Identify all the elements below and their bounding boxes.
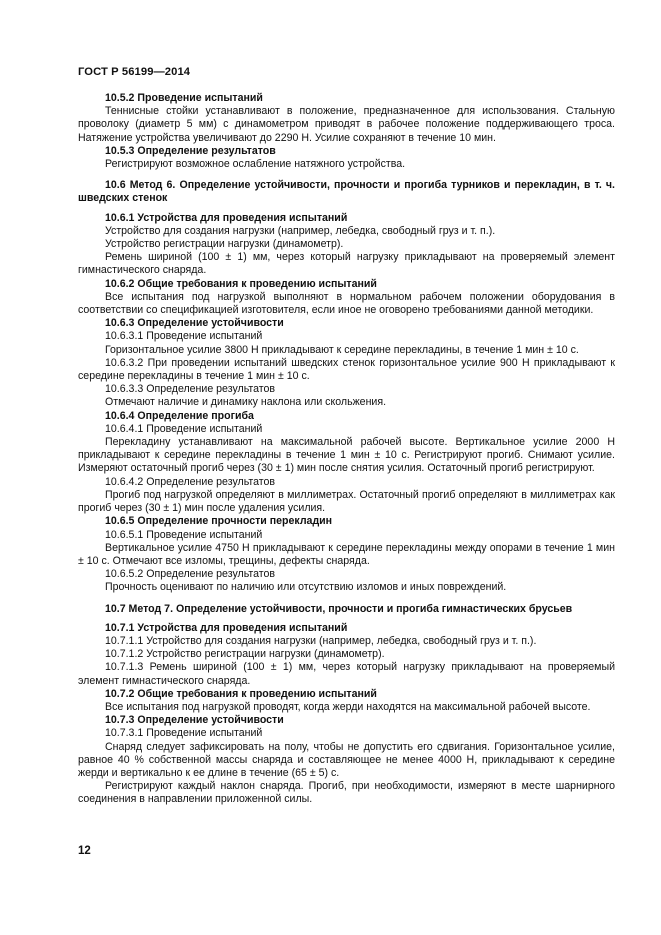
paragraph: 10.6.4.2 Определение результатов <box>105 475 276 488</box>
paragraph: 10.7.1.3 Ремень шириной (100 ± 1) мм, через который нагрузку прикладывают на проверяемый элемент гимнастического снаряда. <box>78 661 615 687</box>
paragraph: 10.6.4.1 Проведение испытаний <box>105 422 263 435</box>
paragraph: Регистрируют каждый наклон снаряда. Прогиб, при необходимости, измеряют в месте шарнирного соединения в направлении приложенной силы. <box>78 780 615 806</box>
paragraph: Отмечают наличие и динамику наклона или скольжения. <box>105 396 387 409</box>
paragraph: 10.7.3.1 Проведение испытаний <box>105 727 263 740</box>
paragraph: 10.7.1.1 Устройство для создания нагрузки (например, лебедка, свободный груз и т. п.). <box>105 634 537 647</box>
document-header: ГОСТ Р 56199—2014 <box>78 66 191 78</box>
paragraph: Горизонтальное усилие 3800 Н прикладывают к середине перекладины, в течение 1 мин ± 10 с. <box>105 343 579 356</box>
section-heading: 10.6.4 Определение прогиба <box>105 409 254 422</box>
section-heading: 10.5.2 Проведение испытаний <box>105 92 263 104</box>
section-heading: 10.5.3 Определение результатов <box>105 144 276 157</box>
section-heading: 10.7.2 Общие требования к проведению испытаний <box>105 687 377 700</box>
paragraph: Устройство для создания нагрузки (например, лебедка, свободный груз и т. п.). <box>105 224 496 237</box>
paragraph: 10.6.3.1 Проведение испытаний <box>105 330 263 343</box>
section-heading: 10.7.3 Определение устойчивости <box>105 714 284 727</box>
paragraph: 10.6.5.1 Проведение испытаний <box>105 528 263 541</box>
paragraph: Прочность оценивают по наличию или отсутствию изломов и иных повреждений. <box>105 581 507 594</box>
section-heading: 10.6.5 Определение прочности перекладин <box>105 515 333 528</box>
paragraph: Перекладину устанавливают на максимальной рабочей высоте. Вертикальное усилие 2000 Н прикладывают к середине перекладины в течение 1 мин ± 10 с. Регистрируют прогиб. Снимают усилие. Измеряют остаточный прогиб через (30 ± 1) мин после снятия усилия. Остаточный прогиб регистрируют. <box>78 436 615 475</box>
paragraph: 10.7.1.2 Устройство регистрации нагрузки (динамометр). <box>105 648 385 661</box>
document-body <box>78 92 615 807</box>
paragraph: Все испытания под нагрузкой выполняют в нормальном рабочем положении оборудования в соответствии со спецификацией изготовителя, если иное не оговорено требованиями данной методики. <box>78 290 615 317</box>
paragraph: Вертикальное усилие 4750 Н прикладывают к середине перекладины между опорами в течение 1 мин ± 10 с. Отмечают все изломы, трещины, дефекты снаряда. <box>78 541 615 567</box>
paragraph: Все испытания под нагрузкой проводят, когда жерди находятся на максимальной рабочей высоте. <box>105 700 591 713</box>
paragraph: Снаряд следует зафиксировать на полу, чтобы не допустить его сдвигания. Горизонтальное усилие, равное 40 % собственной массы снаряда и составляющее не менее 4000 Н, прикладывают к середине жерди и вертикально к ее длине в течение (65 ± 5) с. <box>78 740 615 779</box>
section-heading: 10.6.3 Определение устойчивости <box>105 317 284 330</box>
paragraph: Теннисные стойки устанавливают в положение, предназначенное для использования. Стальную проволоку (диаметр 5 мм) с динамометром приводят в рабочее положение поддерживающего троса. Натяжение устройства увеличивают до 2290 Н. Усилие сохраняют в течение 10 мин. <box>78 105 615 144</box>
page-number: 12 <box>78 845 91 857</box>
paragraph: 10.6.3.2 При проведении испытаний шведских стенок горизонтальное усилие 900 Н прикладывают к середине перекладины в течение 1 мин ± 10 с. <box>78 356 615 383</box>
paragraph: 10.6.5.2 Определение результатов <box>105 568 276 581</box>
paragraph: Ремень шириной (100 ± 1) мм, через который нагрузку прикладывают на проверяемый элемент гимнастического снаряда. <box>78 251 615 277</box>
paragraph: Прогиб под нагрузкой определяют в миллиметрах. Остаточный прогиб определяют в миллиметрах как прогиб через (30 ± 1) мин после удаления усилия. <box>78 488 615 515</box>
paragraph: Устройство регистрации нагрузки (динамометр). <box>105 238 344 251</box>
section-heading: 10.6.2 Общие требования к проведению испытаний <box>105 277 377 290</box>
paragraph: Регистрируют возможное ослабление натяжного устройства. <box>105 158 406 171</box>
method-heading: 10.7 Метод 7. Определение устойчивости, прочности и прогиба гимнастических брусьев <box>105 602 573 615</box>
paragraph: 10.6.3.3 Определение результатов <box>105 383 276 396</box>
method-heading: 10.6 Метод 6. Определение устойчивости, прочности и прогиба турников и перекладин, в т. ч. шведских стенок <box>78 179 615 205</box>
section-heading: 10.7.1 Устройства для проведения испытаний <box>105 621 348 634</box>
section-heading: 10.6.1 Устройства для проведения испытаний <box>105 211 348 224</box>
